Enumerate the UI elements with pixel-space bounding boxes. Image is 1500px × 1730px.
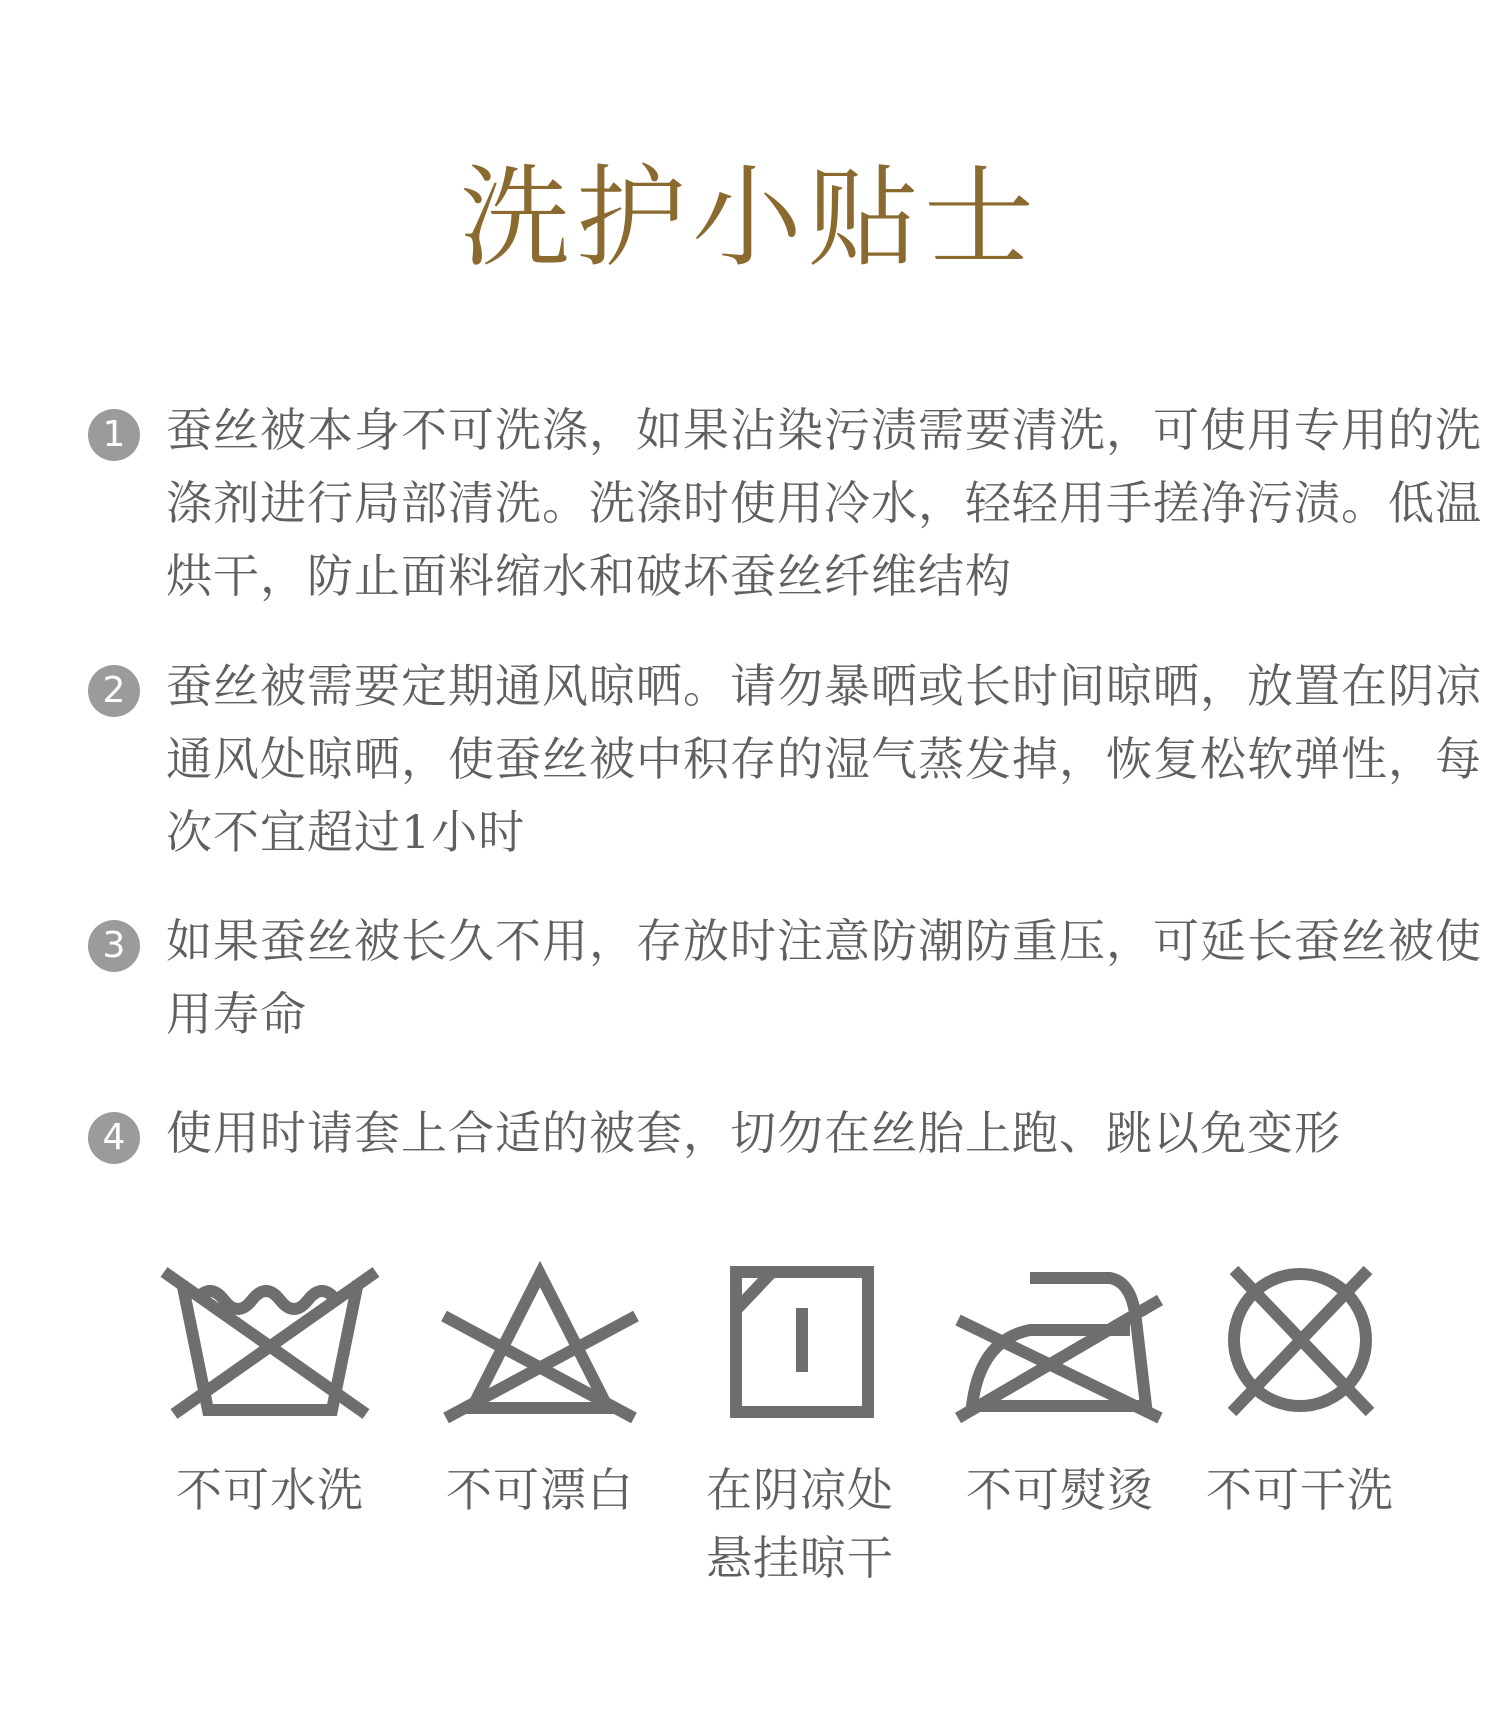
care-label: 在阴凉处 悬挂晾干	[706, 1463, 894, 1585]
no-bleach-icon	[430, 1260, 650, 1430]
tip-number-badge: 1	[88, 409, 140, 461]
care-symbol-no-water-wash	[160, 1260, 380, 1517]
line-dry-in-shade-icon	[690, 1260, 910, 1430]
care-symbol-line-dry-shade	[690, 1260, 910, 1585]
tip-text: 蚕丝被本身不可洗涤，如果沾染污渍需要清洗，可使用专用的洗涤剂进行局部清洗。洗涤时使用冷水，轻轻用手搓净污渍。低温烘干，防止面料缩水和破坏蚕丝纤维结构	[166, 403, 1482, 603]
tip-2	[88, 650, 1482, 880]
no-iron-icon	[950, 1260, 1170, 1430]
care-label: 不可漂白	[446, 1463, 634, 1517]
care-label: 不可熨烫	[966, 1463, 1154, 1517]
no-water-wash-icon	[160, 1260, 380, 1430]
tip-text: 蚕丝被需要定期通风晾晒。请勿暴晒或长时间晾晒，放置在阴凉通风处晾晒，使蚕丝被中积存的湿气蒸发掉，恢复松软弹性，每次不宜超过1小时	[166, 659, 1482, 859]
care-symbols	[0, 1260, 1500, 1710]
care-symbol-no-dry-clean	[1190, 1260, 1410, 1517]
tip-1	[88, 394, 1482, 624]
care-symbol-no-bleach	[430, 1260, 650, 1517]
page-title: 洗护小贴士	[460, 154, 1040, 282]
care-symbol-no-iron	[950, 1260, 1170, 1517]
care-label: 不可水洗	[176, 1463, 364, 1517]
no-dry-clean-icon	[1190, 1260, 1410, 1430]
tip-number-badge: 3	[88, 920, 140, 972]
tip-3	[88, 905, 1482, 1065]
tip-number-badge: 4	[88, 1112, 140, 1164]
tip-4	[88, 1097, 1428, 1187]
tip-text: 如果蚕丝被长久不用，存放时注意防潮防重压，可延长蚕丝被使用寿命	[166, 914, 1482, 1041]
care-label: 不可干洗	[1206, 1463, 1394, 1517]
tip-text: 使用时请套上合适的被套，切勿在丝胎上跑、跳以免变形	[166, 1106, 1341, 1160]
tip-number-badge: 2	[88, 665, 140, 717]
